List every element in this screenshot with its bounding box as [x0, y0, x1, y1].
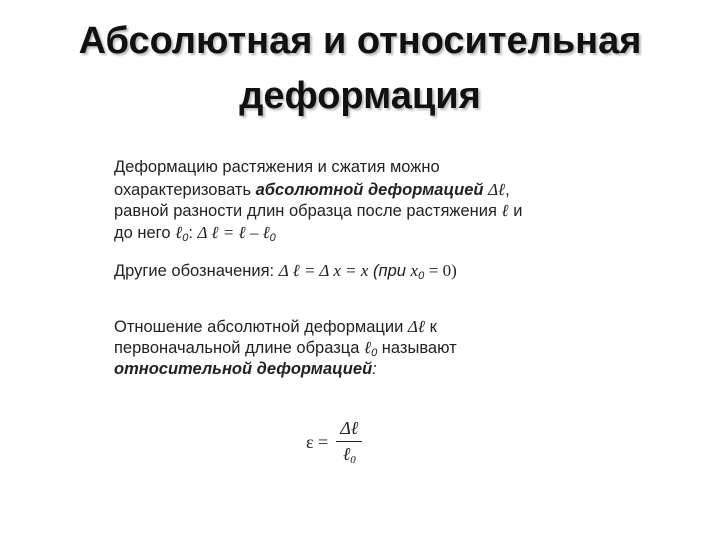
absolute-deformation-term: абсолютной деформацией: [255, 180, 484, 199]
l0-subscript-2: 0: [371, 347, 378, 359]
denominator-subscript: 0: [350, 454, 356, 466]
delta-l-symbol: Δℓ: [488, 179, 506, 199]
denominator-symbol: ℓ: [342, 444, 351, 464]
para1-line2: [114, 179, 594, 201]
para3-line3: [114, 359, 594, 381]
para1-line1-text: Деформацию растяжения и сжатия можно: [114, 158, 440, 176]
x0-subscript: 0: [418, 270, 425, 282]
paren-open: (: [373, 262, 379, 280]
paren-end: = 0): [428, 261, 457, 280]
delta-l-formula: Δ ℓ = ℓ – ℓ: [197, 222, 270, 242]
l0-symbol-2: ℓ: [363, 338, 372, 357]
paren-text: при: [378, 262, 406, 280]
para3-line2-end: называют: [381, 339, 457, 357]
strain-fraction: [336, 418, 362, 466]
title-line-1: Абсолютная и относительная: [78, 20, 642, 62]
para3-line3-colon: :: [372, 359, 377, 378]
notation-formula: Δ ℓ = Δ x = x: [278, 261, 369, 280]
x0-symbol: x: [410, 261, 419, 280]
para3-line2-text: первоначальной длине образца: [114, 339, 360, 357]
l-symbol: ℓ: [501, 201, 509, 220]
para1-line2-text: охарактеризовать: [114, 180, 256, 199]
fraction-denominator: [343, 442, 356, 466]
delta-l-symbol-2: Δℓ: [407, 316, 425, 336]
delta-l-formula-subscript: 0: [269, 231, 276, 244]
para1-line4: [114, 222, 594, 244]
para1-line4-text: до него: [114, 223, 171, 242]
para3-line1-text: Отношение абсолютной деформации: [114, 317, 404, 336]
title-line-2: деформация: [239, 75, 481, 117]
slide-body: [114, 157, 594, 380]
para1-line3-text: равной разности длин образца после растяжения: [114, 202, 497, 220]
para3-line1: [114, 316, 594, 338]
para2-line: [114, 260, 594, 282]
para3-line2: [114, 337, 594, 359]
l0-symbol: ℓ: [175, 222, 183, 242]
relative-deformation-term: относительной деформацией: [114, 359, 373, 378]
para1-line4-colon: :: [188, 223, 193, 242]
l0-subscript: 0: [182, 231, 189, 244]
para1-line3: [114, 200, 594, 222]
other-notations-label: Другие обозначения:: [114, 262, 275, 280]
fraction-numerator: Δℓ: [336, 418, 362, 442]
slide-title: [0, 14, 720, 124]
spacer: [114, 282, 594, 316]
para1-line2-comma: ,: [505, 180, 510, 199]
strain-formula: [306, 418, 362, 466]
para3-line1-end: к: [429, 317, 437, 336]
para1-line1: [114, 157, 594, 179]
para1-line3-end: и: [513, 202, 523, 220]
spacer: [114, 243, 594, 260]
epsilon-lhs: ε =: [306, 431, 329, 452]
